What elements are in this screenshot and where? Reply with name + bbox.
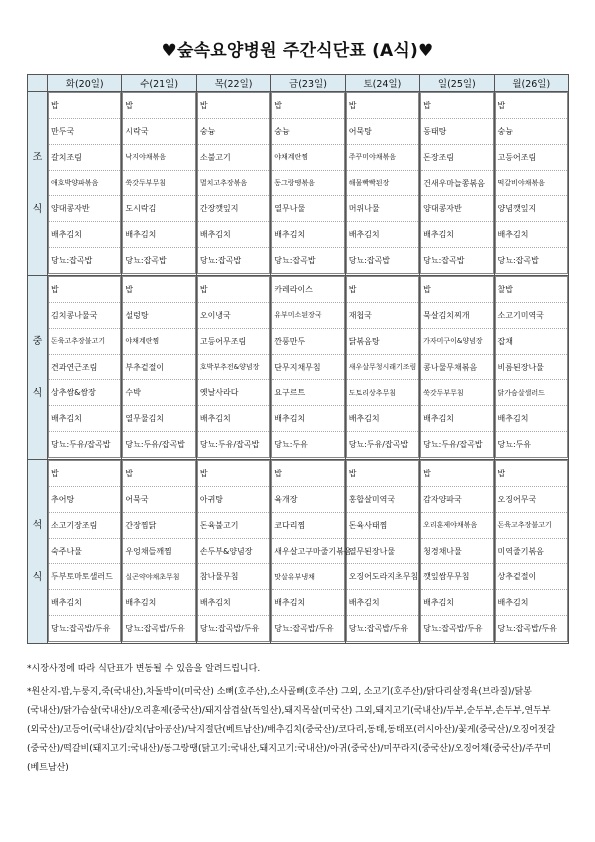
menu-item: 두부토마토샐러드	[49, 564, 120, 590]
menu-cell	[345, 460, 419, 644]
menu-item-list	[122, 276, 195, 458]
menu-item: 홍합살미역국	[347, 487, 418, 513]
day-header: 수(21일)	[122, 75, 196, 92]
menu-item: 숭늉	[272, 119, 343, 145]
menu-item: 숭늉	[496, 119, 567, 145]
menu-item-list	[420, 460, 493, 642]
menu-item: 밥	[421, 93, 492, 119]
menu-item: 당뇨:잡곡밥/두유	[497, 624, 558, 634]
menu-item: 밥	[123, 461, 194, 487]
menu-item: 고등어무조림	[198, 329, 269, 355]
menu-item: 오리훈제야채볶음	[421, 513, 492, 539]
menu-item: 밥	[49, 461, 120, 487]
menu-item: 당뇨:잡곡밥/두유	[199, 624, 260, 634]
menu-item: 밥	[496, 93, 567, 119]
menu-item: 배추김치	[347, 222, 418, 248]
menu-item-list	[346, 460, 419, 642]
menu-item-list	[495, 460, 568, 642]
meal-label: 석 식	[28, 460, 48, 644]
menu-item: 추어탕	[49, 487, 120, 513]
menu-item: 당뇨:잡곡밥/두유	[423, 624, 483, 634]
menu-item: 해물빡빡된장	[347, 171, 418, 197]
menu-item: 배추김치	[421, 406, 492, 432]
day-header: 토(24일)	[345, 75, 419, 92]
menu-item: 어묵국	[123, 487, 194, 513]
menu-item: 배추김치	[198, 406, 269, 432]
menu-cell	[122, 460, 196, 644]
menu-item: 오징어도라지초무침	[347, 564, 418, 590]
menu-item: 새우살고구마줄기볶음	[272, 539, 343, 565]
menu-item: 닭볶음탕	[347, 329, 418, 355]
menu-item: 만두국	[49, 119, 120, 145]
menu-item: 돈장조림	[421, 145, 492, 171]
menu-item: 밥	[49, 277, 120, 303]
menu-item: 아귀탕	[198, 487, 269, 513]
menu-item: 머위나물	[347, 196, 418, 222]
menu-item: 돈육불고기	[198, 513, 269, 539]
change-notice: *시장사정에 따라 식단표가 변동될 수 있음을 알려드립니다.	[27, 664, 261, 674]
menu-item: 당뇨:두유/잡곡밥	[125, 440, 185, 450]
menu-cell	[48, 92, 122, 276]
menu-cell	[420, 276, 494, 460]
menu-item: 건새우마늘쫑볶음	[421, 171, 492, 197]
menu-item: 참나물무침	[198, 564, 269, 590]
day-header: 일(25일)	[420, 75, 494, 92]
menu-item: 배추김치	[123, 590, 194, 616]
menu-item-list	[48, 460, 121, 642]
weekly-menu-table	[27, 74, 569, 644]
menu-item: 깐풍만두	[272, 329, 343, 355]
menu-item: 깻잎쌈무무침	[421, 564, 492, 590]
menu-item: 밥	[347, 93, 418, 119]
menu-item: 도토리상추무침	[347, 380, 418, 406]
menu-item: 배추김치	[123, 222, 194, 248]
menu-item: 코다리찜	[272, 513, 343, 539]
menu-item-list	[122, 92, 195, 274]
menu-item: 당뇨:잡곡밥	[199, 256, 242, 266]
menu-item: 밥	[198, 93, 269, 119]
menu-item: 당뇨:두유	[274, 440, 308, 450]
day-header: 화(20일)	[48, 75, 122, 92]
menu-item-list	[122, 460, 195, 642]
menu-item-list	[271, 92, 344, 274]
menu-item: 잡채	[496, 329, 567, 355]
menu-cell	[196, 460, 270, 644]
menu-item: 수박	[123, 380, 194, 406]
menu-item: 돈육고추장불고기	[496, 513, 567, 539]
menu-item: 김치콩나물국	[49, 303, 120, 329]
menu-cell	[196, 92, 270, 276]
menu-item: 당뇨:잡곡밥	[423, 256, 465, 266]
menu-item: 밥	[49, 93, 120, 119]
menu-item: 요구르트	[272, 380, 343, 406]
meal-label: 중 식	[28, 276, 48, 460]
menu-cell	[122, 92, 196, 276]
menu-item-list	[346, 276, 419, 458]
menu-item: 옛날사라다	[198, 380, 269, 406]
menu-item: 배추김치	[198, 590, 269, 616]
menu-item: 당뇨:잡곡밥	[497, 256, 539, 266]
menu-item: 밥	[496, 461, 567, 487]
meal-label: 조 식	[28, 92, 48, 276]
menu-item: 단무지채무침	[272, 355, 343, 381]
menu-item: 상추쌈&쌈장	[49, 380, 120, 406]
menu-item: 가자미구이&양념장	[421, 329, 492, 355]
day-header: 월(26일)	[494, 75, 568, 92]
corner-cell	[28, 75, 48, 92]
menu-cell	[345, 276, 419, 460]
origin-notice: *원산지-밥,누룽지,죽(국내산),차돌박이(미국산) 소뼈(호주산),소사골뼈(호주산) 그외, 소고기(호주산)/닭다리살정육(브라질)/닭봉(국내산)/닭가슴살(국내산)/오리훈제(중국산)/돼지삼겹살(독일산),돼지목살(미국산) 그외,돼지고기(국내산)/두부,순두부,손두부,연두부(외국산)/고등어(국내산)/갈치(남아공산)/낙지절단(베트남산)/배추김치(중국산)/코다리,동태,동태포(러시아산)/꽃게(중국산)/오징어젓갈(중국산)/떡갈비(돼지고기:국내산)/동그랑땡(닭고기:국내산,돼지고기:국내산)/아귀(중국산)/미꾸라지(중국산)/오징어채(중국산)/주꾸미(베트남산)	[27, 687, 556, 773]
menu-item: 고등어조림	[496, 145, 567, 171]
menu-cell	[494, 92, 568, 276]
menu-item: 갈치조림	[49, 145, 120, 171]
menu-item: 열무나물	[272, 196, 343, 222]
menu-item: 소고기장조림	[49, 513, 120, 539]
menu-item: 배추김치	[272, 222, 343, 248]
menu-item: 낙지야채볶음	[123, 145, 194, 171]
menu-item: 당뇨:잡곡밥	[348, 256, 391, 266]
menu-item: 배추김치	[496, 222, 567, 248]
menu-item: 밥	[421, 461, 492, 487]
menu-item: 유부미소된장국	[272, 303, 343, 329]
menu-item: 배추김치	[347, 590, 418, 616]
menu-item: 돈육고추장불고기	[49, 329, 120, 355]
menu-item: 배추김치	[272, 590, 343, 616]
menu-cell	[48, 276, 122, 460]
menu-item: 밥	[198, 461, 269, 487]
menu-item: 돈육사태찜	[347, 513, 418, 539]
menu-item: 당뇨:잡곡밥	[125, 256, 167, 266]
meal-row	[28, 460, 569, 644]
menu-item: 묵살김치찌개	[421, 303, 492, 329]
menu-item: 주꾸미야채볶음	[347, 145, 418, 171]
day-header: 금(23일)	[271, 75, 345, 92]
menu-item: 당뇨:두유/잡곡밥	[423, 440, 483, 450]
menu-item: 양대콩자반	[49, 196, 120, 222]
menu-item: 육개장	[272, 487, 343, 513]
menu-item: 배추김치	[421, 222, 492, 248]
menu-cell	[122, 276, 196, 460]
menu-item: 밥	[198, 277, 269, 303]
menu-cell	[494, 460, 568, 644]
menu-item: 애호박양파볶음	[49, 171, 120, 197]
menu-cell	[420, 92, 494, 276]
menu-item: 소불고기	[198, 145, 269, 171]
menu-item: 양대콩자반	[421, 196, 492, 222]
menu-item: 양념깻잎지	[496, 196, 567, 222]
menu-item: 열무물김치	[123, 406, 194, 432]
menu-item: 간장찜닭	[123, 513, 194, 539]
menu-item-list	[197, 460, 270, 642]
menu-cell	[271, 276, 345, 460]
menu-item: 당뇨:잡곡밥/두유	[348, 624, 409, 634]
menu-item: 감자양파국	[421, 487, 492, 513]
menu-item: 배추김치	[496, 406, 567, 432]
menu-item: 미역줄기볶음	[496, 539, 567, 565]
menu-item-list	[48, 276, 121, 458]
menu-item: 밥	[123, 277, 194, 303]
menu-item: 간장깻잎지	[198, 196, 269, 222]
menu-item: 야채계란찜	[123, 329, 194, 355]
menu-item: 어묵탕	[347, 119, 418, 145]
menu-item: 당뇨:두유/잡곡밥	[348, 440, 409, 450]
menu-item: 오징어무국	[496, 487, 567, 513]
menu-item-list	[420, 276, 493, 458]
menu-item: 맛살유부냉채	[272, 564, 343, 590]
menu-item: 배추김치	[272, 406, 343, 432]
menu-item: 밥	[421, 277, 492, 303]
menu-item: 동그랑땡볶음	[272, 171, 343, 197]
menu-item: 설렁탕	[123, 303, 194, 329]
menu-item: 동태탕	[421, 119, 492, 145]
menu-item: 배추김치	[198, 222, 269, 248]
menu-item: 찰밥	[496, 277, 567, 303]
menu-item: 새우살무청시래기조림	[347, 355, 418, 381]
menu-item: 실곤약야채초무침	[123, 564, 194, 590]
menu-item: 열무된장나물	[347, 539, 418, 565]
menu-item: 밥	[123, 93, 194, 119]
menu-item-list	[495, 92, 568, 274]
menu-item: 당뇨:잡곡밥	[274, 256, 316, 266]
menu-item: 야채계란찜	[272, 145, 343, 171]
menu-item: 당뇨:두유	[497, 440, 532, 450]
menu-item-list	[197, 92, 270, 274]
menu-item: 콩나물무채볶음	[421, 355, 492, 381]
menu-cell	[271, 92, 345, 276]
menu-item: 비름된장나물	[496, 355, 567, 381]
menu-item-list	[48, 92, 121, 274]
menu-item-list	[420, 92, 493, 274]
menu-item: 오이냉국	[198, 303, 269, 329]
menu-cell	[494, 276, 568, 460]
menu-item-list	[495, 276, 568, 458]
menu-item: 당뇨:잡곡밥/두유	[125, 624, 185, 634]
menu-cell	[271, 460, 352, 644]
menu-item: 배추김치	[496, 590, 567, 616]
menu-item: 당뇨:잡곡밥	[51, 256, 93, 266]
menu-item: 닭가슴살샐러드	[496, 380, 567, 406]
menu-item-list	[346, 92, 419, 274]
menu-item: 쑥갓두부무침	[123, 171, 194, 197]
menu-item: 밥	[347, 277, 418, 303]
menu-item: 당뇨:두유/잡곡밥	[199, 440, 260, 450]
menu-item-list	[197, 276, 270, 458]
menu-item: 배추김치	[49, 590, 120, 616]
day-header: 목(22일)	[196, 75, 270, 92]
menu-item: 우엉채들깨찜	[123, 539, 194, 565]
menu-item: 당뇨:잡곡밥/두유	[274, 624, 334, 634]
menu-item: 숙주나물	[49, 539, 120, 565]
menu-item: 숭늉	[198, 119, 269, 145]
menu-item: 부추겉절이	[123, 355, 194, 381]
menu-item: 당뇨:잡곡밥/두유	[51, 624, 111, 634]
menu-item: 떡갈비야채볶음	[496, 171, 567, 197]
menu-item: 견과연근조림	[49, 355, 120, 381]
menu-item: 멸치고추장볶음	[198, 171, 269, 197]
menu-cell	[420, 460, 494, 644]
page-title: ♥숲속요양병원 주간식단표 (A식)♥	[161, 41, 434, 61]
menu-item: 쑥갓두부무침	[421, 380, 492, 406]
menu-item: 당뇨:두유/잡곡밥	[51, 440, 111, 450]
meal-row	[28, 92, 569, 276]
menu-item: 밥	[347, 461, 418, 487]
menu-item: 배추김치	[421, 590, 492, 616]
menu-item: 밥	[272, 461, 343, 487]
menu-cell	[345, 92, 419, 276]
menu-item: 청경채나물	[421, 539, 492, 565]
menu-item: 카레라이스	[272, 277, 343, 303]
menu-item: 시락국	[123, 119, 194, 145]
menu-cell	[48, 460, 122, 644]
menu-item: 손두부&양념장	[198, 539, 269, 565]
meal-row	[28, 276, 569, 460]
menu-item-list	[271, 276, 344, 458]
menu-item: 도시락김	[123, 196, 194, 222]
day-header-row	[28, 75, 569, 92]
menu-item: 상추겉절이	[496, 564, 567, 590]
menu-item: 재첩국	[347, 303, 418, 329]
menu-item: 배추김치	[49, 406, 120, 432]
menu-item: 배추김치	[347, 406, 418, 432]
menu-item: 호박부추전&양념장	[198, 355, 269, 381]
menu-item: 소고기미역국	[496, 303, 567, 329]
menu-cell	[196, 276, 270, 460]
menu-item-list	[271, 460, 352, 642]
menu-item: 배추김치	[49, 222, 120, 248]
menu-item: 밥	[272, 93, 343, 119]
